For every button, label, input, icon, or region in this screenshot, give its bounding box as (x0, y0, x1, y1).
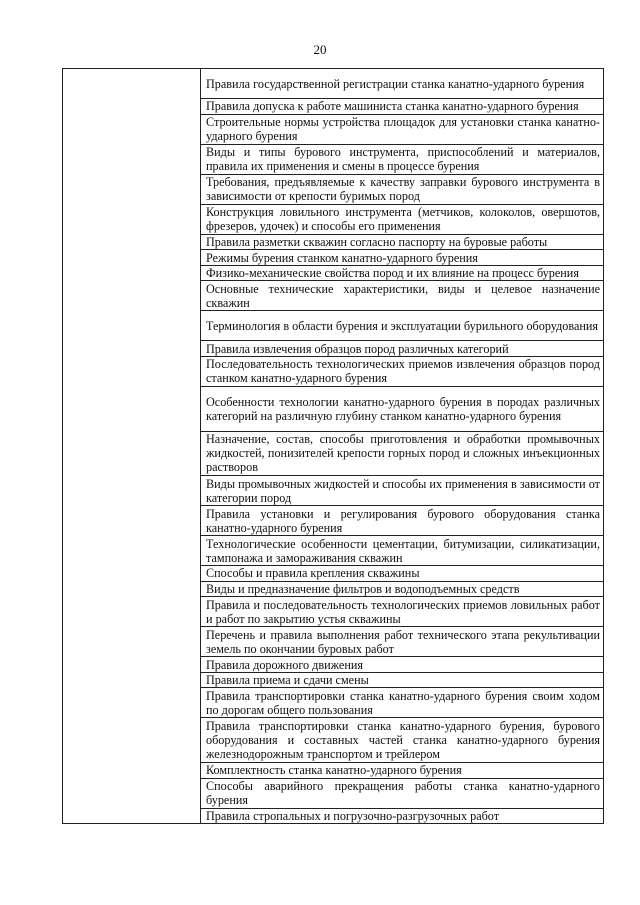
table-cell-text: Виды и типы бурового инструмента, приспособлений и материалов, правила их применения и смены в процессе бурения (206, 145, 600, 174)
table-row (201, 115, 603, 145)
table-row (201, 476, 603, 506)
table-row (201, 311, 603, 341)
table-row (201, 250, 603, 266)
table-cell-text: Способы аварийного прекращения работы станка канатно-ударного бурения (206, 779, 600, 808)
table-row (201, 809, 603, 824)
table-row (201, 266, 603, 282)
table-row (201, 175, 603, 205)
table-row (201, 627, 603, 657)
table-cell-text: Терминология в области бурения и эксплуатации бурильного оборудования (206, 318, 599, 333)
table-cell-text: Особенности технологии канатно-ударного бурения в породах различных категорий на различную глубину станком канатно-ударного бурения (206, 394, 600, 423)
table-cell-text: Правила допуска к работе машиниста станка канатно-ударного бурения (206, 99, 579, 114)
table-row (201, 341, 603, 357)
table-row (201, 235, 603, 251)
table-cell-text: Строительные нормы устройства площадок для установки станка канатно-ударного бурения (206, 115, 600, 144)
table-row (201, 432, 603, 477)
table-row (201, 597, 603, 627)
table-row (201, 357, 603, 387)
table-row (201, 205, 603, 235)
table-row (201, 281, 603, 311)
table-cell-text: Режимы бурения станком канатно-ударного бурения (206, 250, 478, 265)
table-cell-text: Виды и предназначение фильтров и водоподъемных средств (206, 581, 520, 596)
table-cell-text: Основные технические характеристики, виды и целевое назначение скважин (206, 281, 600, 310)
table-cell-text: Правила дорожного движения (206, 657, 363, 672)
table-cell-text: Правила разметки скважин согласно паспорту на буровые работы (206, 235, 548, 249)
table-cell-text: Комплектность станка канатно-ударного бурения (206, 763, 462, 778)
table-row (201, 69, 603, 99)
table-row (201, 582, 603, 598)
table-cell-text: Правила и последовательность технологических приемов ловильных работ и работ по закрытию устья скважины (206, 597, 600, 626)
table-row (201, 673, 603, 689)
table-row (201, 145, 603, 175)
table-cell-text: Перечень и правила выполнения работ технического этапа рекультивации земель по окончании буровых работ (206, 627, 600, 656)
table-cell-text: Виды промывочных жидкостей и способы их применения в зависимости от категории пород (206, 476, 600, 505)
table-row (201, 99, 603, 115)
table-cell-text: Физико-механические свойства пород и их влияние на процесс бурения (206, 266, 579, 281)
table-row (201, 688, 603, 718)
table-cell-text: Правила государственной регистрации станка канатно-ударного бурения (206, 76, 585, 91)
table-cell-text: Требования, предъявляемые к качеству заправки бурового инструмента в зависимости от крепости буримых пород (206, 175, 600, 204)
table-right-column (201, 69, 603, 823)
table-cell-text: Последовательность технологических приемов извлечения образцов пород станком канатно-ударного бурения (206, 357, 600, 386)
table-cell-text: Конструкция ловильного инструмента (метчиков, колоколов, овершотов, фрезеров, удочек) и способы его применения (206, 205, 600, 234)
table-row (201, 763, 603, 779)
page-number: 20 (313, 42, 327, 57)
table-cell-text: Правила установки и регулирования бурового оборудования станка канатно-ударного бурения (206, 506, 600, 535)
table-row (201, 779, 603, 809)
table-row (201, 536, 603, 566)
table-cell-text: Технологические особенности цементации, битумизации, силикатизации, тампонажа и замораживания скважин (206, 536, 600, 565)
table-cell-text: Правила транспортировки станка канатно-ударного бурения, бурового оборудования и составных частей станка канатно-ударного бурения железнодорожным транспортом и трейлером (206, 719, 600, 762)
table-cell-text: Правила приема и сдачи смены (206, 673, 369, 688)
table-cell-text: Способы и правила крепления скважины (206, 566, 420, 581)
table-left-column-empty-cell (63, 69, 201, 823)
table-row (201, 506, 603, 536)
table-cell-text: Правила транспортировки станка канатно-ударного бурения своим ходом по дорогам общего пользования (206, 688, 600, 717)
table-cell-text: Правила извлечения образцов пород различных категорий (206, 341, 509, 356)
table-cell-text: Назначение, состав, способы приготовления и обработки промывочных жидкостей, понизителей крепости горных пород и сложных инъекционных растворов (206, 432, 600, 475)
table-cell-text: Правила стропальных и погрузочно-разгрузочных работ (206, 808, 500, 823)
table-row (201, 566, 603, 582)
table-row (201, 718, 603, 763)
table-row (201, 387, 603, 432)
table-row (201, 657, 603, 673)
requirements-table (62, 68, 604, 824)
